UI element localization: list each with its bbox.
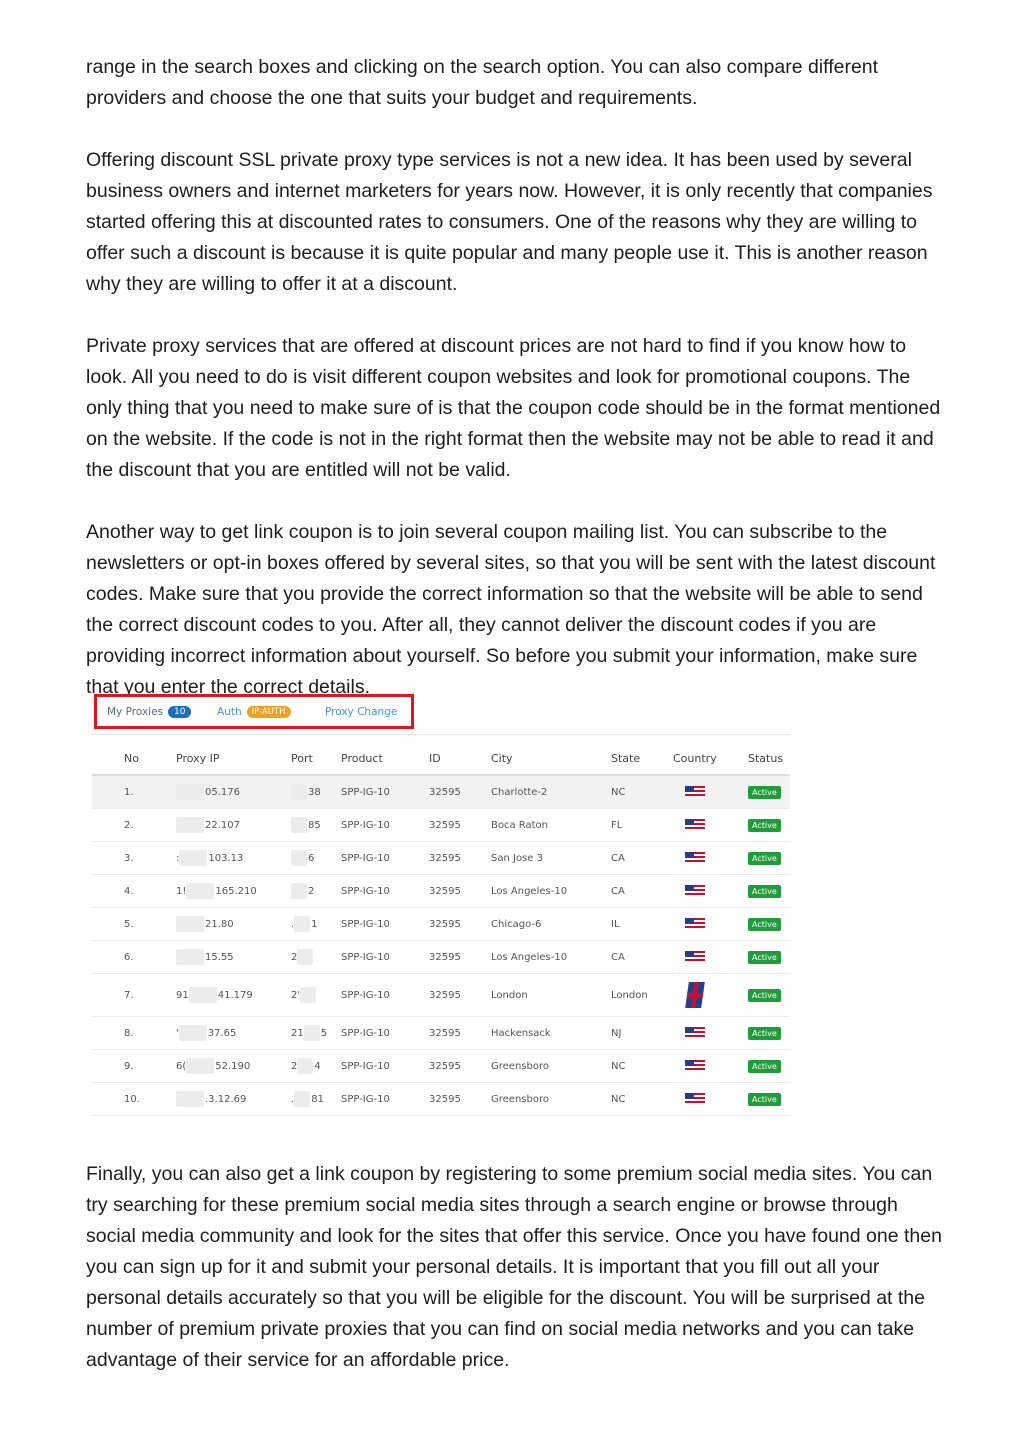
cell-id: 32595: [429, 1050, 491, 1083]
redacted-block: [186, 883, 214, 899]
table-row[interactable]: [92, 775, 790, 809]
cell-country: [673, 974, 748, 1017]
table-row[interactable]: [92, 1083, 790, 1116]
status-badge[interactable]: Active: [748, 786, 781, 799]
cell-proxy-ip: [176, 842, 291, 875]
cell-status: [748, 1083, 790, 1116]
cell-id: 32595: [429, 842, 491, 875]
cell-status: [748, 1050, 790, 1083]
status-badge[interactable]: Active: [748, 989, 781, 1002]
redacted-block: [176, 784, 204, 800]
port-suffix: 81: [311, 1094, 324, 1105]
status-badge[interactable]: Active: [748, 819, 781, 832]
ip-prefix: ': [176, 1028, 179, 1039]
port-prefix: 2': [291, 990, 301, 1001]
header-product: Product: [341, 742, 429, 775]
redacted-block: [179, 850, 207, 866]
cell-proxy-ip: [176, 875, 291, 908]
cell-country: [673, 875, 748, 908]
cell-city: Greensboro: [491, 1050, 611, 1083]
cell-proxy-ip: [176, 1050, 291, 1083]
redacted-block: [179, 1025, 207, 1041]
table-row[interactable]: [92, 1017, 790, 1050]
cell-product: SPP-IG-10: [341, 809, 429, 842]
table-row[interactable]: [92, 842, 790, 875]
table-row[interactable]: [92, 941, 790, 974]
cell-city: San Jose 3: [491, 842, 611, 875]
cell-id: 32595: [429, 875, 491, 908]
us-flag-icon: [685, 1060, 705, 1071]
cell-status: [748, 1017, 790, 1050]
cell-no: 1.: [92, 775, 176, 809]
cell-proxy-ip: [176, 775, 291, 809]
us-flag-icon: [685, 951, 705, 962]
cell-port: [291, 1050, 341, 1083]
ip-suffix: .3.12.69: [205, 1094, 247, 1105]
cell-id: 32595: [429, 1083, 491, 1116]
port-suffix: 38: [308, 787, 321, 798]
table-row[interactable]: [92, 875, 790, 908]
cell-country: [673, 1083, 748, 1116]
cell-id: 32595: [429, 908, 491, 941]
cell-country: [673, 775, 748, 809]
header-no: No: [92, 742, 176, 775]
tab-my-proxies[interactable]: My Proxies 10: [107, 706, 191, 718]
cell-status: [748, 842, 790, 875]
ip-suffix: 21.80: [205, 919, 234, 930]
port-suffix: 6: [308, 853, 315, 864]
us-flag-icon: [685, 852, 705, 863]
us-flag-icon: [685, 786, 705, 797]
cell-no: 6.: [92, 941, 176, 974]
cell-proxy-ip: [176, 908, 291, 941]
tab-proxy-change[interactable]: Proxy Change: [325, 706, 398, 718]
ip-suffix: 165.210: [215, 886, 257, 897]
cell-id: 32595: [429, 974, 491, 1017]
cell-city: Los Angeles-10: [491, 875, 611, 908]
ip-suffix: 05.176: [205, 787, 240, 798]
redacted-block: [294, 916, 310, 932]
cell-product: SPP-IG-10: [341, 1050, 429, 1083]
tabs-highlight-box: [94, 694, 414, 729]
cell-port: [291, 941, 341, 974]
cell-country: [673, 1050, 748, 1083]
cell-product: SPP-IG-10: [341, 775, 429, 809]
status-badge[interactable]: Active: [748, 852, 781, 865]
cell-city: Chicago-6: [491, 908, 611, 941]
us-flag-icon: [685, 885, 705, 896]
status-badge[interactable]: Active: [748, 951, 781, 964]
port-suffix: 1: [311, 919, 318, 930]
cell-no: 10.: [92, 1083, 176, 1116]
table-row[interactable]: [92, 1050, 790, 1083]
header-port: Port: [291, 742, 341, 775]
header-proxy-ip: Proxy IP: [176, 742, 291, 775]
tab-divider: [92, 734, 790, 735]
cell-proxy-ip: [176, 809, 291, 842]
cell-status: [748, 941, 790, 974]
cell-port: [291, 809, 341, 842]
cell-state: NC: [611, 1083, 673, 1116]
port-prefix: 2: [291, 1061, 298, 1072]
cell-no: 5.: [92, 908, 176, 941]
paragraph-2: Offering discount SSL private proxy type services is not a new idea. It has been used by several business owners and internet marketers for years now. However, it is only recently that companies started offering this at discounted rates to consumers. One of the reasons why they are willing to offer such a discount is because it is quite popular and many people use it. This is another reason why they are willing to offer it at a discount.: [86, 149, 933, 295]
port-suffix: 5: [320, 1028, 328, 1039]
proxy-table: [92, 742, 790, 1116]
ip-auth-badge: IP-AUTH: [247, 706, 291, 718]
ip-prefix: 91: [176, 990, 189, 1001]
redacted-block: [294, 1091, 310, 1107]
cell-product: SPP-IG-10: [341, 1017, 429, 1050]
redacted-block: [176, 916, 204, 932]
table-row[interactable]: [92, 908, 790, 941]
cell-port: [291, 842, 341, 875]
cell-port: [291, 775, 341, 809]
cell-no: 9.: [92, 1050, 176, 1083]
cell-country: [673, 908, 748, 941]
table-row[interactable]: [92, 974, 790, 1017]
redacted-block: [291, 883, 307, 899]
status-badge[interactable]: Active: [748, 1060, 781, 1073]
cell-country: [673, 1017, 748, 1050]
header-id: ID: [429, 742, 491, 775]
redacted-block: [291, 784, 307, 800]
ip-prefix: :: [176, 853, 180, 864]
cell-no: 8.: [92, 1017, 176, 1050]
cell-id: 32595: [429, 775, 491, 809]
cell-state: NC: [611, 1050, 673, 1083]
cell-state: IL: [611, 908, 673, 941]
cell-city: Hackensack: [491, 1017, 611, 1050]
cell-state: NC: [611, 775, 673, 809]
cell-status: [748, 775, 790, 809]
cell-product: SPP-IG-10: [341, 908, 429, 941]
cell-no: 3.: [92, 842, 176, 875]
redacted-block: [291, 850, 307, 866]
cell-state: FL: [611, 809, 673, 842]
cell-no: 4.: [92, 875, 176, 908]
port-suffix: 2: [308, 886, 315, 897]
cell-country: [673, 809, 748, 842]
paragraph-5: Finally, you can also get a link coupon by registering to some premium social media sites. You can try searching for these premium social media sites through a search engine or browse through social media community and look for the sites that offer this service. Once you have found one then you can sign up for it and submit your personal details. It is important that you fill out all your personal details accurately so that you will be eligible for the discount. You will be surprised at the number of premium private proxies that you can find on social media networks and you can take advantage of their service for an affordable price.: [86, 1163, 942, 1371]
cell-port: [291, 974, 341, 1017]
cell-city: Charlotte-2: [491, 775, 611, 809]
cell-product: SPP-IG-10: [341, 842, 429, 875]
uk-flag-icon: [685, 982, 705, 1008]
cell-proxy-ip: [176, 941, 291, 974]
cell-port: [291, 1017, 341, 1050]
cell-city: London: [491, 974, 611, 1017]
us-flag-icon: [685, 1027, 705, 1038]
proxies-count-badge: 10: [168, 706, 191, 718]
status-badge[interactable]: Active: [748, 1093, 781, 1106]
header-status: Status: [748, 742, 790, 775]
ip-suffix: 52.190: [215, 1061, 251, 1072]
cell-country: [673, 842, 748, 875]
status-badge[interactable]: Active: [748, 885, 781, 898]
paragraph-1: range in the search boxes and clicking on the search option. You can also compare different providers and choose the one that suits your budget and requirements.: [86, 56, 879, 109]
cell-status: [748, 908, 790, 941]
ip-prefix: 1!: [176, 886, 187, 897]
cell-product: SPP-IG-10: [341, 974, 429, 1017]
port-suffix: 85: [308, 820, 321, 831]
redacted-block: [297, 949, 313, 965]
port-prefix: .: [291, 1094, 295, 1105]
cell-port: [291, 908, 341, 941]
port-suffix: 4: [314, 1061, 321, 1072]
paragraph-3: Private proxy services that are offered at discount prices are not hard to find if you know how to look. All you need to do is visit different coupon websites and look for promotional coupons. The only thing that you need to make sure of is that the coupon code should be in the format mentioned on the website. If the code is not in the right format then the website may not be able to read it and the discount that you are entitled will not be valid.: [86, 335, 941, 481]
cell-no: 7.: [92, 974, 176, 1017]
cell-state: CA: [611, 842, 673, 875]
status-badge[interactable]: Active: [748, 1027, 781, 1040]
redacted-block: [186, 1058, 214, 1074]
cell-status: [748, 809, 790, 842]
cell-city: Boca Raton: [491, 809, 611, 842]
tab-auth[interactable]: Auth IP-AUTH: [217, 706, 291, 718]
status-badge[interactable]: Active: [748, 918, 781, 931]
ip-suffix: 103.13: [208, 853, 244, 864]
cell-status: [748, 875, 790, 908]
cell-city: Los Angeles-10: [491, 941, 611, 974]
us-flag-icon: [685, 1093, 705, 1104]
paragraph-4: Another way to get link coupon is to join several coupon mailing list. You can subscribe to the newsletters or opt-in boxes offered by several sites, so that you will be sent with the latest discount codes. Make sure that you provide the correct information so that the website will be able to send the correct discount codes to you. After all, they cannot deliver the discount codes if you are providing incorrect information about yourself. So before you submit your information, make sure that you enter the correct details.: [86, 521, 936, 698]
cell-state: CA: [611, 941, 673, 974]
cell-proxy-ip: [176, 1017, 291, 1050]
redacted-block: [297, 1058, 313, 1074]
port-prefix: 2: [291, 952, 298, 963]
redacted-block: [176, 949, 204, 965]
cell-state: CA: [611, 875, 673, 908]
ip-suffix: 41.179: [217, 990, 253, 1001]
cell-id: 32595: [429, 941, 491, 974]
redacted-block: [300, 987, 316, 1003]
cell-state: NJ: [611, 1017, 673, 1050]
port-prefix: 21: [291, 1028, 304, 1039]
cell-id: 32595: [429, 1017, 491, 1050]
cell-no: 2.: [92, 809, 176, 842]
cell-country: [673, 941, 748, 974]
us-flag-icon: [685, 918, 705, 929]
header-state: State: [611, 742, 673, 775]
cell-city: Greensboro: [491, 1083, 611, 1116]
header-country: Country: [673, 742, 748, 775]
cell-proxy-ip: [176, 1083, 291, 1116]
ip-suffix: 15.55: [205, 952, 234, 963]
redacted-block: [291, 817, 307, 833]
cell-proxy-ip: [176, 974, 291, 1017]
redacted-block: [189, 987, 217, 1003]
cell-id: 32595: [429, 809, 491, 842]
ip-suffix: 37.65: [207, 1028, 237, 1039]
cell-port: [291, 875, 341, 908]
redacted-block: [304, 1025, 320, 1041]
table-header-row: [92, 742, 790, 775]
cell-product: SPP-IG-10: [341, 875, 429, 908]
redacted-block: [176, 817, 204, 833]
port-prefix: .: [291, 919, 295, 930]
us-flag-icon: [685, 819, 705, 830]
ip-prefix: 6(: [176, 1061, 187, 1072]
ip-suffix: 22.107: [205, 820, 240, 831]
cell-product: SPP-IG-10: [341, 941, 429, 974]
cell-status: [748, 974, 790, 1017]
table-row[interactable]: [92, 809, 790, 842]
header-city: City: [491, 742, 611, 775]
proxy-dashboard-screenshot: [92, 694, 790, 1120]
cell-product: SPP-IG-10: [341, 1083, 429, 1116]
cell-port: [291, 1083, 341, 1116]
cell-state: London: [611, 974, 673, 1017]
redacted-block: [176, 1091, 204, 1107]
